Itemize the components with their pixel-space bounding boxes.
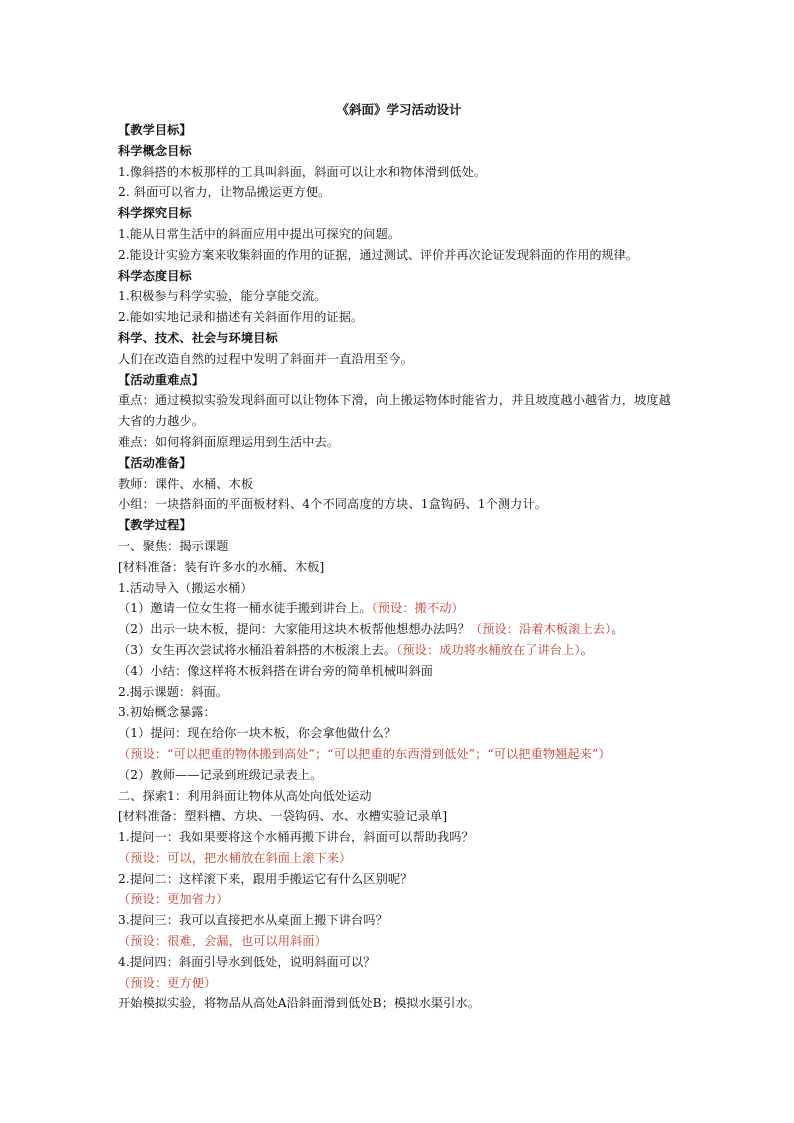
process-punct: 。 [611, 622, 624, 637]
process-punct: 。 [580, 642, 593, 657]
process-line: 3.提问三：我可以直接把水从桌面上搬下讲台吗？ [118, 913, 388, 928]
process-line: 4.提问四：斜面引导水到低处，说明斜面可以？ [118, 954, 376, 969]
process-text: （3）女生再次尝试将水桶沿着斜搭的木板滚上去。 [118, 642, 397, 657]
difficult-point-item: 难点：如何将斜面原理运用到生活中去。 [118, 434, 340, 449]
process-line: 1.提问一：我如果要将这个水桶再搬下讲台，斜面可以帮助我吗？ [118, 830, 474, 845]
process-line [118, 640, 680, 661]
process-text: （2）出示一块木板，提问：大家能用这块木板帮他想想办法吗？ [118, 622, 470, 637]
preset-text: （预设：搬不动） [371, 601, 464, 616]
inquiry-item: 1.能从日常生活中的斜面应用中提出可探究的问题。 [118, 226, 401, 241]
attitude-item: 1.积极参与科学实验，能分享能交流。 [118, 289, 327, 304]
inquiry-header: 科学探究目标 [118, 206, 192, 221]
stse-header: 科学、技术、社会与环境目标 [118, 330, 278, 345]
goals-header: 【教学目标】 [118, 123, 192, 137]
process-line: （4）小结：像这样将木板斜搭在讲台旁的简单机械叫斜面 [118, 663, 434, 678]
prep-item: 教师：课件、水桶、木板 [118, 476, 254, 491]
prep-header: 【活动准备】 [118, 455, 192, 470]
attitude-header: 科学态度目标 [118, 268, 192, 283]
inquiry-item: 2.能设计实验方案来收集斜面的作用的证据，通过测试、评价并再次论证发现斜面的作用的规律。 [118, 247, 638, 262]
process-line: 二、探索1：利用斜面让物体从高处向低处运动 [118, 788, 372, 803]
preset-line: （预设：可以，把水桶放在斜面上滚下来） [118, 850, 352, 865]
concept-item: 2. 斜面可以省力，让物品搬运更方便。 [118, 185, 331, 200]
process-line: 3.初始概念暴露： [118, 705, 216, 720]
process-line: [材料准备：装有许多水的水桶、木板] [118, 559, 325, 574]
process-line: （2）教师——记录到班级记录表上。 [118, 767, 323, 782]
process-text: （1）邀请一位女生将一桶水徒手搬到讲台上。 [118, 601, 372, 616]
preset-line: （预设：“可以把重的物体搬到高处”；“可以把重的东西滑到低处”；“可以把重物翘起来”） [118, 746, 611, 761]
preset-line: （预设：更方便） [118, 975, 217, 990]
process-line: 1.活动导入（搬运水桶） [118, 580, 253, 595]
preset-text: （预设：成功将水桶放在了讲台上） [396, 642, 581, 657]
process-line [118, 619, 680, 640]
preset-line: （预设：很难，会漏，也可以用斜面） [118, 934, 327, 949]
attitude-item: 2.能如实地记录和描述有关斜面作用的证据。 [118, 310, 364, 325]
process-line [118, 598, 680, 619]
preset-text: （预设：沿着木板滚上去） [469, 622, 612, 637]
process-line: 开始模拟实验，将物品从高处A沿斜面滑到低处B；模拟水渠引水。 [118, 996, 481, 1011]
process-line: 一、聚焦：揭示课题 [118, 538, 229, 553]
process-line: 2.提问二：这样滚下来，跟用手搬运它有什么区别呢？ [118, 871, 413, 886]
process-line: 2.揭示课题：斜面。 [118, 684, 229, 699]
key-points-header: 【活动重难点】 [118, 372, 205, 387]
concept-header: 科学概念目标 [118, 143, 192, 158]
process-header: 【教学过程】 [118, 518, 192, 533]
concept-item: 1.像斜搭的木板那样的工具叫斜面，斜面可以让水和物体滑到低处。 [118, 164, 487, 179]
process-line: [材料准备：塑料槽、方块、一袋钩码、水、水槽实验记录单] [118, 809, 448, 824]
document-title: 《斜面》学习活动设计 [336, 102, 462, 117]
stse-item: 人们在改造自然的过程中发明了斜面并一直沿用至今。 [118, 351, 413, 366]
key-point-item: 重点：通过模拟实验发现斜面可以让物体下滑，向上搬运物体时能省力，并且坡度越小越省力，坡度越大省的力越少。 [118, 393, 671, 429]
prep-item: 小组：一块搭斜面的平面板材料、4个不同高度的方块、1盒钩码、1个测力计。 [118, 497, 548, 512]
preset-line: （预设：更加省力） [118, 892, 229, 907]
process-line: （1）提问：现在给你一块木板，你会拿他做什么？ [118, 726, 397, 741]
